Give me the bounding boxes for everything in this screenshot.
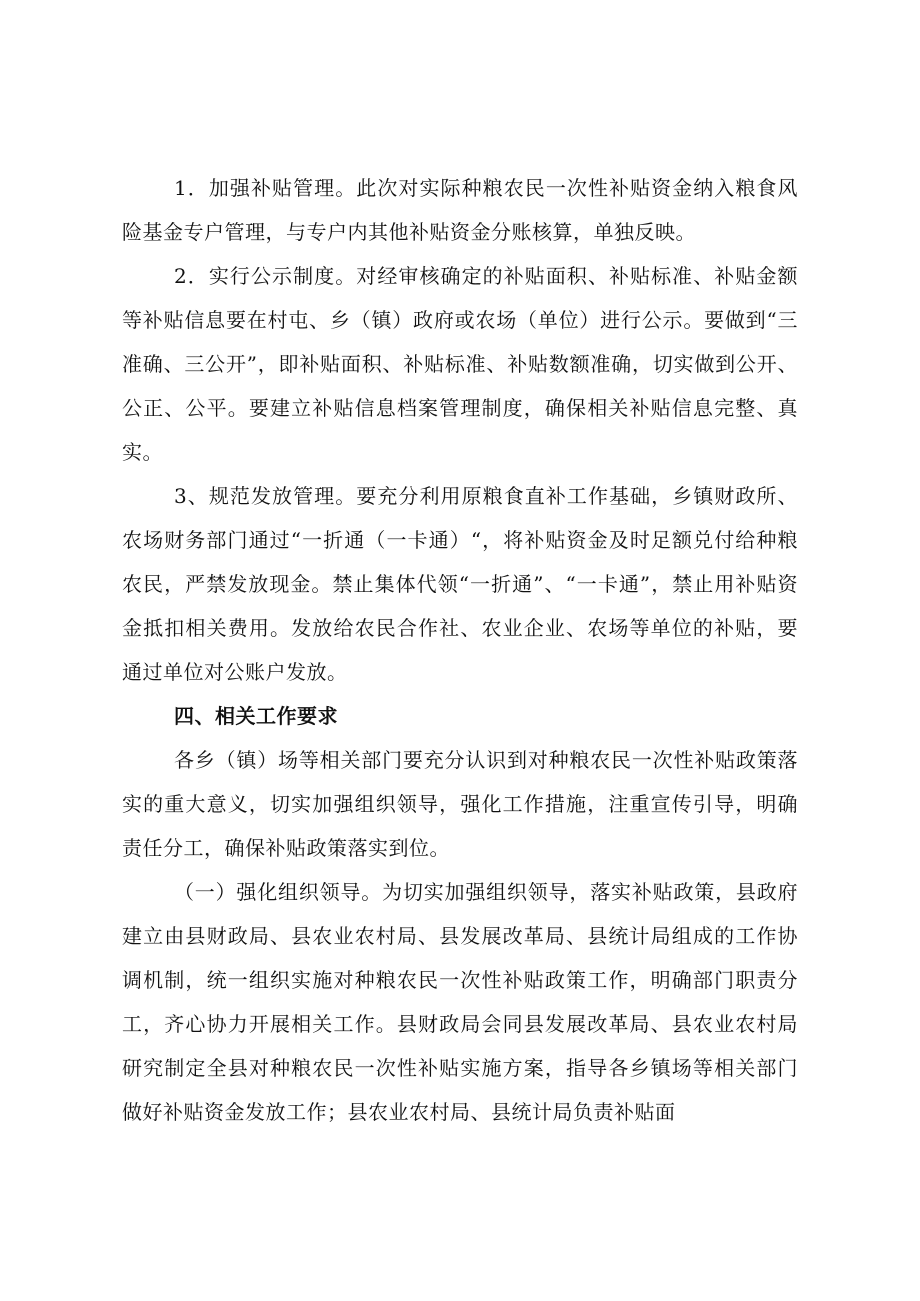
paragraph-distribution-management: 3、规范发放管理。要充分利用原粮食直补工作基础，乡镇财政所、农场财务部门通过“一折通（一卡通）“，将补贴资金及时足额兑付给种粮农民，严禁发放现金。禁止集体代领“一折通”、“一卡通”，禁止用补贴资金抵扣相关费用。发放给农民合作社、农业企业、农场等单位的补贴，要通过单位对公账户发放。 xyxy=(122,484,798,684)
paragraph-work-requirements: 各乡（镇）场等相关部门要充分认识到对种粮农民一次性补贴政策落实的重大意义，切实加强组织领导，强化工作措施，注重宣传引导，明确责任分工，确保补贴政策落实到位。 xyxy=(122,748,798,860)
paragraph-organization-leadership: （一）强化组织领导。为切实加强组织领导，落实补贴政策，县政府建立由县财政局、县农业农村局、县发展改革局、县统计局组成的工作协调机制，统一组织实施对种粮农民一次性补贴政策工作，明确部门职责分工，齐心协力开展相关工作。县财政局会同县发展改革局、县农业农村局研究制定全县对种粮农民一次性补贴实施方案，指导各乡镇场等相关部门做好补贴资金发放工作；县农业农村局、县统计局负责补贴面 xyxy=(122,880,798,1124)
paragraph-subsidy-management: 1．加强补贴管理。此次对实际种粮农民一次性补贴资金纳入粮食风险基金专户管理，与专户内其他补贴资金分账核算，单独反映。 xyxy=(122,176,798,244)
paragraph-publicity-system: 2．实行公示制度。对经审核确定的补贴面积、补贴标准、补贴金额等补贴信息要在村屯、乡（镇）政府或农场（单位）进行公示。要做到“三准确、三公开”，即补贴面积、补贴标准、补贴数额准确，切实做到公开、公正、公平。要建立补贴信息档案管理制度，确保相关补贴信息完整、真实。 xyxy=(122,264,798,464)
document-body xyxy=(122,166,798,1134)
section-heading: 四、相关工作要求 xyxy=(174,704,338,728)
